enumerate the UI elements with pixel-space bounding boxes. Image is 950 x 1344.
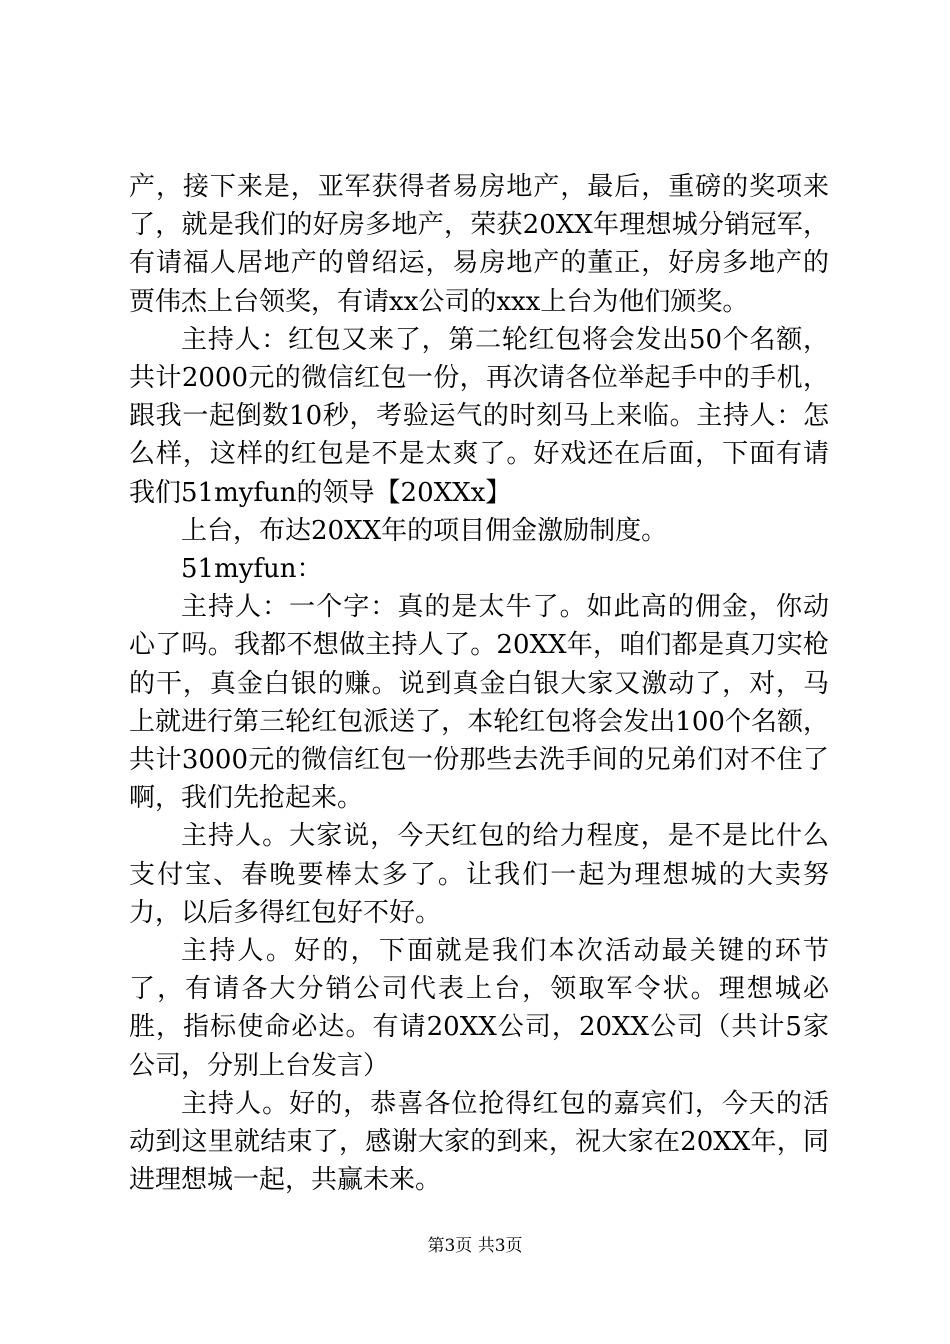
paragraph-2: 主持人：红包又来了，第二轮红包将会发出50个名额，共计2000元的微信红包一份，再次请各位举起手中的手机，跟我一起倒数10秒，考验运气的时刻马上来临。主持人：怎么样，这样的红包是不是太爽了。好戏还在后面，下面有请我们51myfun的领导【20XXx】 <box>129 324 829 508</box>
paragraph-7: 主持人。好的，下面就是我们本次活动最关键的环节了，有请各大分销公司代表上台，领取军令状。理想城必胜，指标使命必达。有请20XX公司，20XX公司（共计5家公司，分别上台发言） <box>129 936 829 1081</box>
paragraph-6: 主持人。大家说，今天红包的给力程度，是不是比什么支付宝、春晚要棒太多了。让我们一起为理想城的大卖努力，以后多得红包好不好。 <box>129 821 829 928</box>
document-body <box>129 168 829 1199</box>
page-number-footer: 第3页 共3页 <box>427 1236 523 1256</box>
paragraph-1: 产，接下来是，亚军获得者易房地产，最后，重磅的奖项来了，就是我们的好房多地产，荣获20XX年理想城分销冠军，有请福人居地产的曾绍运，易房地产的董正，好房多地产的贾伟杰上台领奖，有请xx公司的xxx上台为他们颁奖。 <box>129 172 829 317</box>
paragraph-8: 主持人。好的，恭喜各位抢得红包的嘉宾们，今天的活动到这里就结束了，感谢大家的到来，祝大家在20XX年，同进理想城一起，共赢未来。 <box>129 1088 829 1196</box>
paragraph-3: 上台，布达20XX年的项目佣金激励制度。 <box>181 515 668 546</box>
paragraph-5: 主持人：一个字：真的是太牛了。如此高的佣金，你动心了吗。我都不想做主持人了。20XX年，咱们都是真刀实枪的干，真金白银的赚。说到真金白银大家又激动了，对，马上就进行第三轮红包派送了，本轮红包将会发出100个名额，共计3000元的微信红包一份那些去洗手间的兄弟们对不住了啊，我们先抢起来。 <box>129 592 829 814</box>
paragraph-4: 51myfun： <box>181 554 323 585</box>
